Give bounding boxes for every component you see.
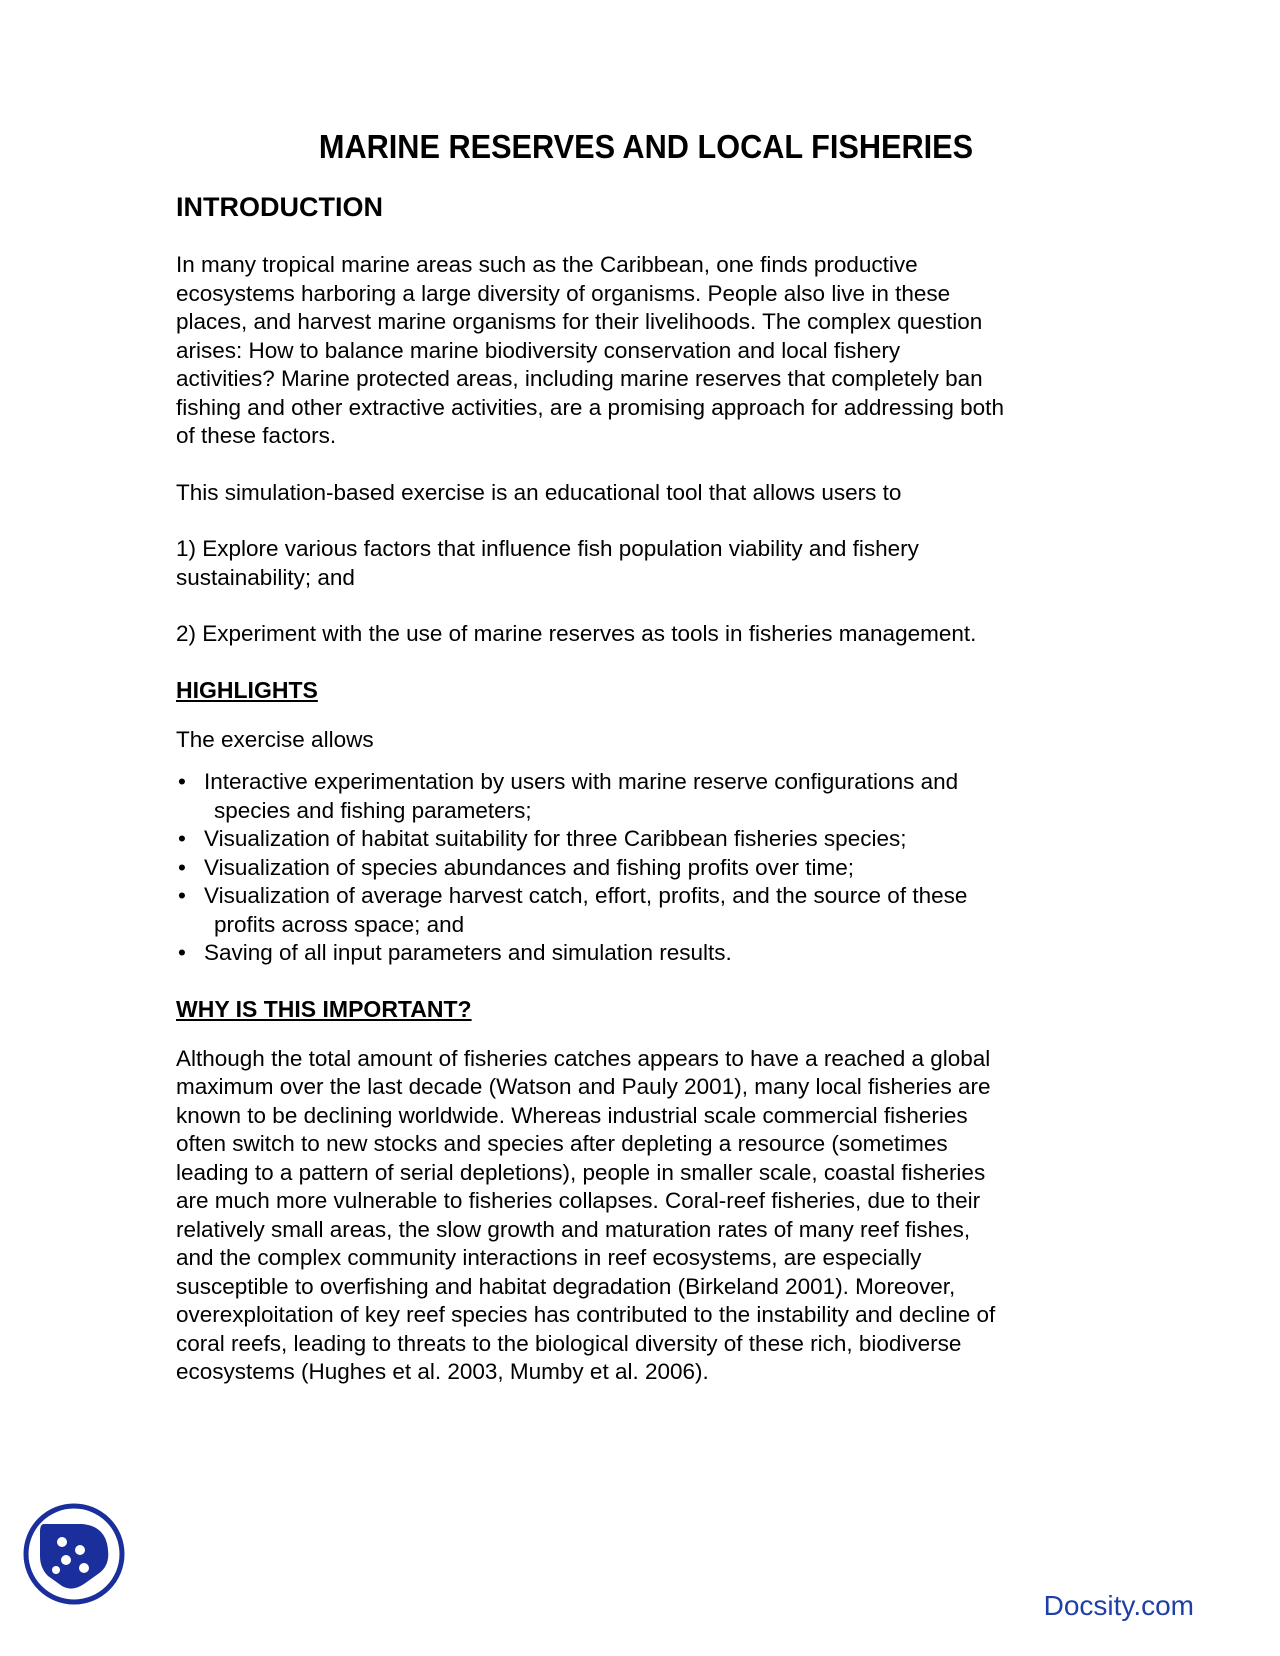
introduction-heading-text: INTRODUCTION (176, 192, 383, 222)
importance-heading (176, 996, 1116, 1023)
document-title-text: MARINE RESERVES AND LOCAL FISHERIES (318, 128, 974, 165)
exercise-paragraph (176, 479, 1116, 508)
text-line: This simulation-based exercise is an educational tool that allows users to (176, 479, 902, 505)
text-line: overexploitation of key reef species has contributed to the instability and decline of (176, 1302, 996, 1327)
list-item (176, 768, 1116, 825)
highlights-heading (176, 677, 1116, 704)
text-line: 2) Experiment with the use of marine reserves as tools in fisheries management. (176, 621, 977, 646)
text-line: Visualization of habitat suitability for three Caribbean fisheries species; (204, 826, 907, 851)
text-line: arises: How to balance marine biodiversity conservation and local fishery (176, 337, 901, 363)
bullet-icon: • (178, 940, 186, 965)
docsity-logo-icon[interactable] (22, 1502, 126, 1606)
list-item (176, 882, 1116, 939)
highlights-intro (176, 726, 1116, 755)
text-line: fishing and other extractive activities, are a promising approach for addressing both (176, 394, 1004, 420)
text-line: The exercise allows (176, 726, 374, 752)
text-line: species and fishing parameters; (214, 797, 532, 823)
text-line: ecosystems harboring a large diversity of organisms. People also live in these (176, 280, 951, 306)
text-line: profits across space; and (214, 911, 465, 937)
list-item (176, 854, 1116, 883)
text-line: coral reefs, leading to threats to the biological diversity of these rich, biodiverse (176, 1330, 962, 1356)
text-line: Although the total amount of fisheries catches appears to have a reached a global (176, 1045, 991, 1071)
docsity-brand-link[interactable]: Docsity.com (1043, 1590, 1194, 1621)
text-line: Interactive experimentation by users with marine reserve configurations and (204, 769, 959, 794)
text-line: activities? Marine protected areas, including marine reserves that completely ban (176, 366, 983, 391)
text-line: places, and harvest marine organisms for their livelihoods. The complex question (176, 309, 983, 334)
introduction-heading (176, 192, 1116, 223)
numbered-item-2 (176, 620, 1116, 649)
text-line: Saving of all input parameters and simulation results. (204, 940, 732, 965)
document-page (176, 128, 1116, 1415)
importance-paragraph (176, 1045, 1116, 1387)
text-line: Visualization of average harvest catch, effort, profits, and the source of these (204, 883, 968, 908)
text-line: In many tropical marine areas such as the Caribbean, one finds productive (176, 252, 918, 277)
text-line: susceptible to overfishing and habitat degradation (Birkeland 2001). Moreover, (176, 1273, 956, 1299)
bullet-icon: • (178, 854, 186, 880)
text-line: maximum over the last decade (Watson and Pauly 2001), many local fisheries are (176, 1074, 991, 1099)
text-line: known to be declining worldwide. Whereas industrial scale commercial fisheries (176, 1102, 968, 1128)
numbered-item-1 (176, 535, 1116, 592)
text-line: often switch to new stocks and species after depleting a resource (sometimes (176, 1131, 948, 1156)
introduction-paragraph (176, 251, 1116, 451)
text-line: Visualization of species abundances and fishing profits over time; (204, 854, 854, 880)
text-line: leading to a pattern of serial depletions), people in smaller scale, coastal fisheries (176, 1159, 986, 1185)
document-title (209, 128, 1083, 166)
docsity-logo-graphic (22, 1502, 126, 1606)
bullet-icon: • (178, 883, 186, 908)
text-line: of these factors. (176, 423, 337, 448)
bullet-icon: • (178, 769, 186, 794)
importance-heading-text: WHY IS THIS IMPORTANT? (176, 995, 472, 1022)
list-item (176, 825, 1116, 854)
bullet-icon: • (178, 826, 186, 851)
text-line: relatively small areas, the slow growth and maturation rates of many reef fishes, (176, 1216, 971, 1242)
highlights-list (176, 768, 1116, 968)
text-line: are much more vulnerable to fisheries collapses. Coral-reef fisheries, due to their (176, 1188, 981, 1213)
text-line: and the complex community interactions in reef ecosystems, are especially (176, 1245, 922, 1270)
text-line: sustainability; and (176, 564, 355, 590)
highlights-heading-text: HIGHLIGHTS (176, 676, 318, 703)
text-line: ecosystems (Hughes et al. 2003, Mumby et al. 2006). (176, 1359, 709, 1384)
list-item (176, 939, 1116, 968)
text-line: 1) Explore various factors that influence fish population viability and fishery (176, 536, 919, 561)
